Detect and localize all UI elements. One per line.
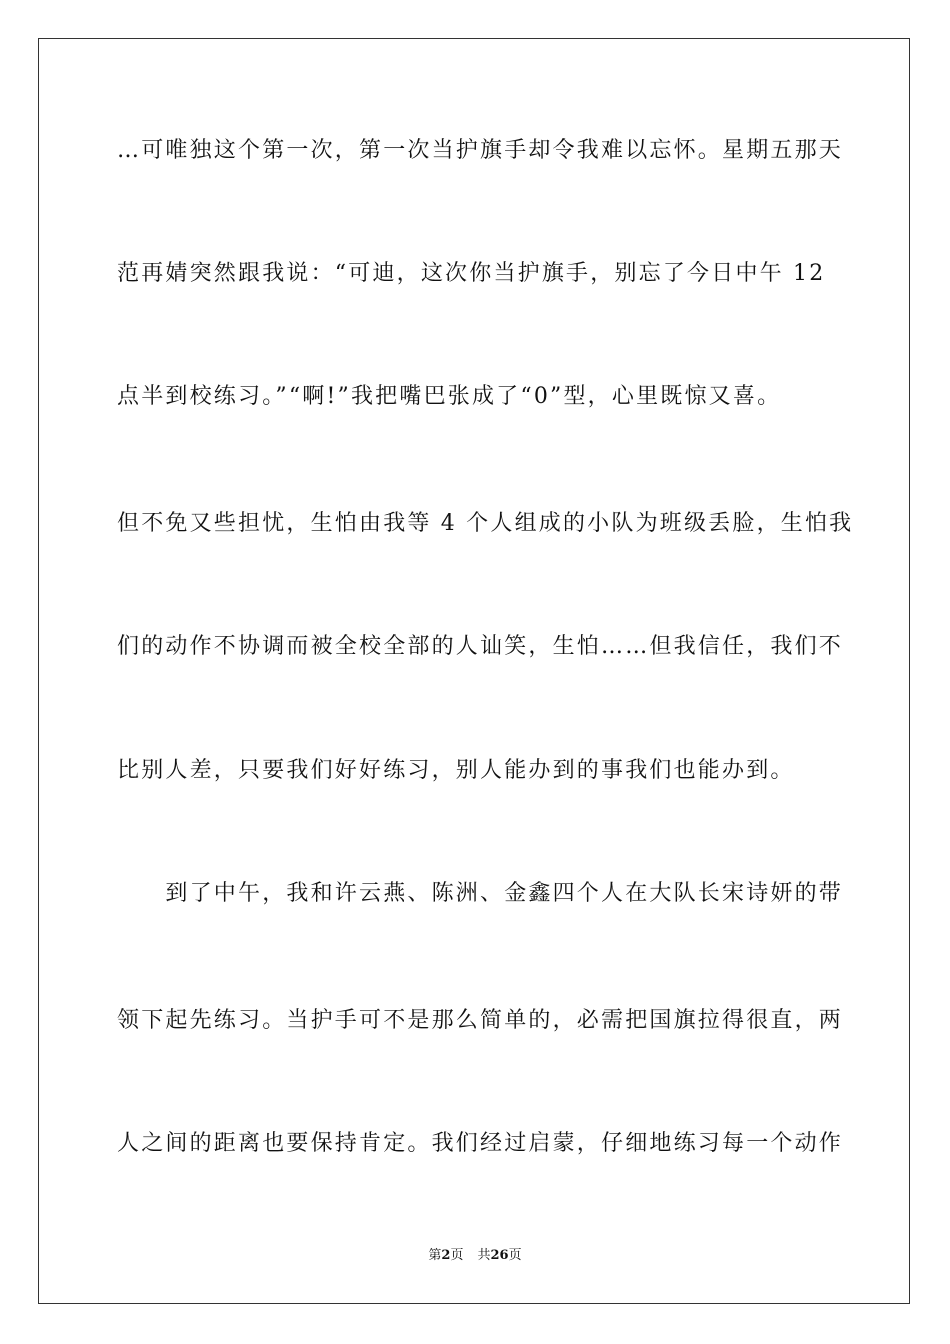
page-footer bbox=[0, 1248, 950, 1264]
page-prefix: 第 bbox=[428, 1248, 442, 1263]
text-line: 领下起先练习。当护手可不是那么简单的，必需把国旗拉得很直，两 bbox=[117, 1008, 844, 1033]
text-line: 到了中午，我和许云燕、陈洲、金鑫四个人在大队长宋诗妍的带 bbox=[117, 881, 844, 906]
total-pages-number: 26 bbox=[490, 1248, 509, 1263]
text-line: 但不免又些担忧，生怕由我等 4 个人组成的小队为班级丢脸，生怕我 bbox=[117, 511, 854, 536]
page-suffix: 页 bbox=[450, 1248, 464, 1263]
text-line: 比别人差，只要我们好好练习，别人能办到的事我们也能办到。 bbox=[117, 758, 795, 783]
current-page-number: 2 bbox=[441, 1248, 451, 1263]
text-line: 范再婧突然跟我说：“可迪，这次你当护旗手，别忘了今日中午 12 bbox=[117, 261, 826, 286]
total-prefix: 共 bbox=[477, 1248, 491, 1263]
page-border bbox=[38, 38, 910, 1304]
text-line: 人之间的距离也要保持肯定。我们经过启蒙，仔细地练习每一个动作 bbox=[117, 1131, 844, 1156]
total-suffix: 页 bbox=[508, 1248, 522, 1263]
text-line: 们的动作不协调而被全校全部的人讪笑，生怕……但我信任，我们不 bbox=[117, 634, 844, 659]
text-line: …可唯独这个第一次，第一次当护旗手却令我难以忘怀。星期五那天 bbox=[117, 138, 844, 163]
text-line: 点半到校练习。”“啊!”我把嘴巴张成了“0”型，心里既惊又喜。 bbox=[117, 384, 782, 409]
